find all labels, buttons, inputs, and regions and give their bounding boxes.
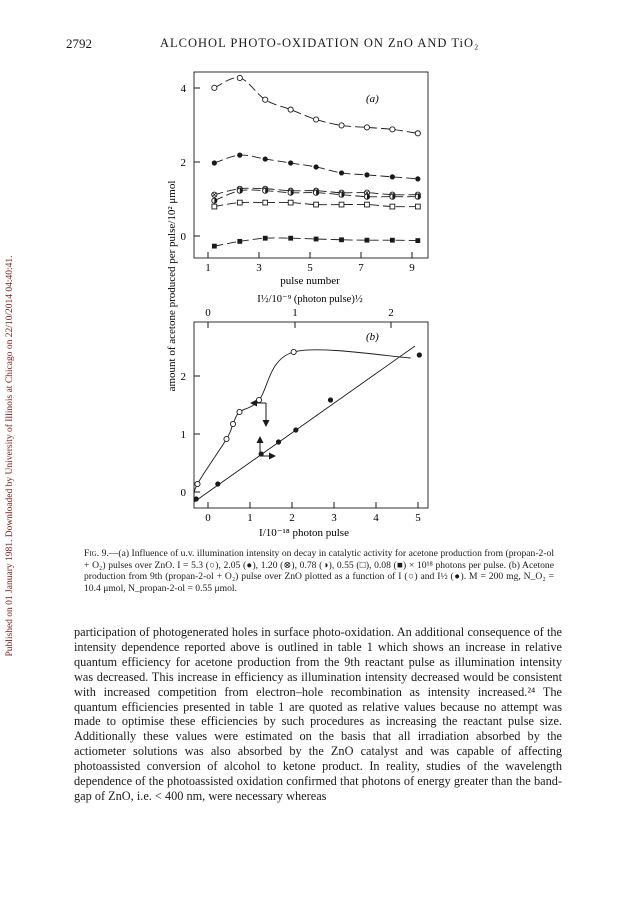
panel-a-plot-area <box>212 75 421 248</box>
data-point-open-circle <box>212 85 217 90</box>
data-point-open-circle <box>364 125 369 130</box>
data-point-half-filled-circle <box>212 198 217 203</box>
data-point-filled-square <box>365 238 370 243</box>
panel-b-bottom-tick-label: 3 <box>331 512 337 524</box>
page-number: 2792 <box>66 36 92 51</box>
data-point-filled-circle <box>328 397 333 402</box>
data-point-open-circle <box>256 397 261 402</box>
data-point-open-circle <box>291 349 296 354</box>
data-point-open-circle <box>390 127 395 132</box>
data-point-filled-circle <box>339 170 344 175</box>
panel-b-bottom-axis-label: I/10⁻¹⁸ photon pulse <box>259 527 349 539</box>
data-point-filled-square <box>415 238 420 243</box>
running-head: ALCOHOL PHOTO-OXIDATION ON ZnO AND TiO₂ <box>160 36 480 50</box>
data-point-filled-circle <box>237 153 242 158</box>
data-point-open-circle <box>195 481 200 486</box>
data-point-half-filled-circle <box>364 194 369 199</box>
data-point-half-filled-circle <box>263 188 268 193</box>
panel-b-y-ticks <box>194 376 200 492</box>
data-point-open-circle <box>230 421 235 426</box>
data-point-filled-square <box>314 237 319 242</box>
panel-a-x-tick-label: 7 <box>358 262 364 274</box>
download-watermark-text: Published on 01 January 1981. Downloaded by University of Illinois at Chicago on 22/10/2014 04:40:41. <box>5 255 15 657</box>
data-point-filled-circle <box>259 451 264 456</box>
data-point-filled-circle <box>288 160 293 165</box>
panel-b-y-tick-label: 1 <box>180 429 186 441</box>
data-point-half-filled-circle <box>390 194 395 199</box>
data-point-open-circle <box>313 117 318 122</box>
y-axis-label: amount of acetone produced per pulse/10² μmol <box>166 180 178 392</box>
panel-b-plot-area <box>194 346 422 502</box>
panel-a-label: (a) <box>366 93 379 105</box>
panel-b-top-axis-label: I½/10⁻⁹ (photon pulse)½ <box>257 294 363 305</box>
data-point-filled-circle <box>293 427 298 432</box>
body-paragraph: participation of photogenerated holes in surface photo-oxidation. An additional consequence of the intensity dependence reported above is outlined in table 1 which shows an increase in relative quantum efficiency for acetone production from the 9th reactant pulse as illumination intensity was decreased. This increase in efficiency as illumination intensity decreased would be consistent with increased competition from electron–hole recombination as intensity increased.²⁴ The quantum efficiencies presented in table 1 are quoted as relative values because no attempt was made to optimise these efficiencies by such procedures as increasing the reactant pulse size. Additionally these values were estimated on the basis that all irradiation absorbed by the actiometer solutions was also absorbed by the ZnO catalyst and was capable of affecting photoassisted conversion of alcohol to ketone product. In reality, studies of the wavelength dependence of the photoassisted oxidation confirmed that photons of energy greater than the band-gap of ZnO, i.e. < 400 nm, were necessary whereas <box>74 625 562 803</box>
data-point-open-square <box>212 204 217 209</box>
data-point-open-circle <box>339 123 344 128</box>
data-point-open-square <box>263 200 268 205</box>
data-point-filled-square <box>339 237 344 242</box>
panel-b-y-tick-label: 0 <box>180 487 186 499</box>
data-point-half-filled-circle <box>313 190 318 195</box>
data-point-filled-circle <box>313 164 318 169</box>
data-point-open-square <box>390 204 395 209</box>
data-point-filled-circle <box>276 439 281 444</box>
panel-a-y-tick-label: 0 <box>180 231 186 243</box>
data-point-filled-square <box>390 238 395 243</box>
panel-b-top-tick-label: 0 <box>205 307 211 319</box>
panel-a-x-tick-label: 5 <box>307 262 313 274</box>
data-point-half-filled-circle <box>288 190 293 195</box>
caption-text: —(a) Influence of u.v. illumination intensity on decay in catalytic activity for acetone production from (propan-2-ol + O₂) pulses over ZnO. I = 5.3 (○), 2.05 (●), 1.20 (⊗), 0.78 (◑), 0.55 (□), 0.08 (■) × 10¹⁸ photons per pulse. (b) Acetone production from 9th (propan-2-ol + O₂) pulse over ZnO plotted as a function of I (○) and I½ (●). M = 200 mg, N_O₂ = 10.4 μmol, N_propan-2-ol = 0.55 μmol. <box>84 548 554 594</box>
data-point-open-square <box>339 202 344 207</box>
data-point-open-square <box>415 204 420 209</box>
figure-caption <box>84 548 554 594</box>
panel-a-y-tick-label: 4 <box>180 83 186 95</box>
data-point-open-circle <box>237 75 242 80</box>
data-point-open-circle <box>263 97 268 102</box>
panel-a-x-tick-label: 9 <box>409 262 415 274</box>
panel-b-bottom-tick-label: 4 <box>373 512 379 524</box>
data-point-filled-square <box>288 236 293 241</box>
panel-a-y-tick-label: 2 <box>180 157 186 169</box>
panel-b-bottom-ticks <box>208 502 418 508</box>
panel-a-x-tick-label: 3 <box>256 262 262 274</box>
panel-b-top-ticks <box>208 322 391 328</box>
data-point-filled-square <box>212 244 217 249</box>
panel-b-label: (b) <box>366 331 379 343</box>
data-point-open-square <box>237 200 242 205</box>
panel-b-y-tick-label: 2 <box>180 371 186 383</box>
data-point-filled-circle <box>215 481 220 486</box>
data-point-open-circle <box>224 436 229 441</box>
data-point-open-circle <box>288 107 293 112</box>
data-point-half-filled-circle <box>237 188 242 193</box>
data-point-filled-square <box>263 236 268 241</box>
fit-line <box>194 346 415 502</box>
data-point-open-circle <box>415 131 420 136</box>
panel-b-bottom-tick-label: 2 <box>289 512 295 524</box>
series-line <box>214 78 417 134</box>
data-point-filled-circle <box>415 176 420 181</box>
data-point-half-filled-circle <box>339 192 344 197</box>
data-point-filled-circle <box>263 156 268 161</box>
data-point-filled-circle <box>364 172 369 177</box>
panel-b-top-tick-label: 1 <box>292 307 298 319</box>
panel-a-x-tick-label: 1 <box>205 262 211 274</box>
panel-b <box>181 294 429 539</box>
caption-figure-label: Fig. 9. <box>84 548 109 559</box>
data-point-filled-circle <box>417 352 422 357</box>
panel-a-y-ticks <box>194 88 200 236</box>
data-point-crossed-circle <box>212 192 217 197</box>
panel-a-x-ticks <box>208 252 412 258</box>
panel-b-top-tick-label: 2 <box>388 307 394 319</box>
data-point-open-square <box>288 200 293 205</box>
data-point-open-square <box>365 202 370 207</box>
data-point-half-filled-circle <box>415 194 420 199</box>
panel-b-bottom-tick-label: 0 <box>205 512 211 524</box>
panel-b-bottom-tick-label: 1 <box>247 512 253 524</box>
data-point-open-circle <box>237 409 242 414</box>
panel-a-x-axis-label: pulse number <box>280 275 340 287</box>
data-point-filled-circle <box>194 496 199 501</box>
data-point-filled-circle <box>390 174 395 179</box>
data-point-open-square <box>314 202 319 207</box>
data-point-filled-circle <box>212 160 217 165</box>
panel-a <box>181 72 429 287</box>
axis-indicator-arrows <box>251 403 275 456</box>
panel-b-bottom-tick-label: 5 <box>415 512 421 524</box>
data-point-filled-square <box>237 239 242 244</box>
panel-a-frame <box>194 72 428 258</box>
